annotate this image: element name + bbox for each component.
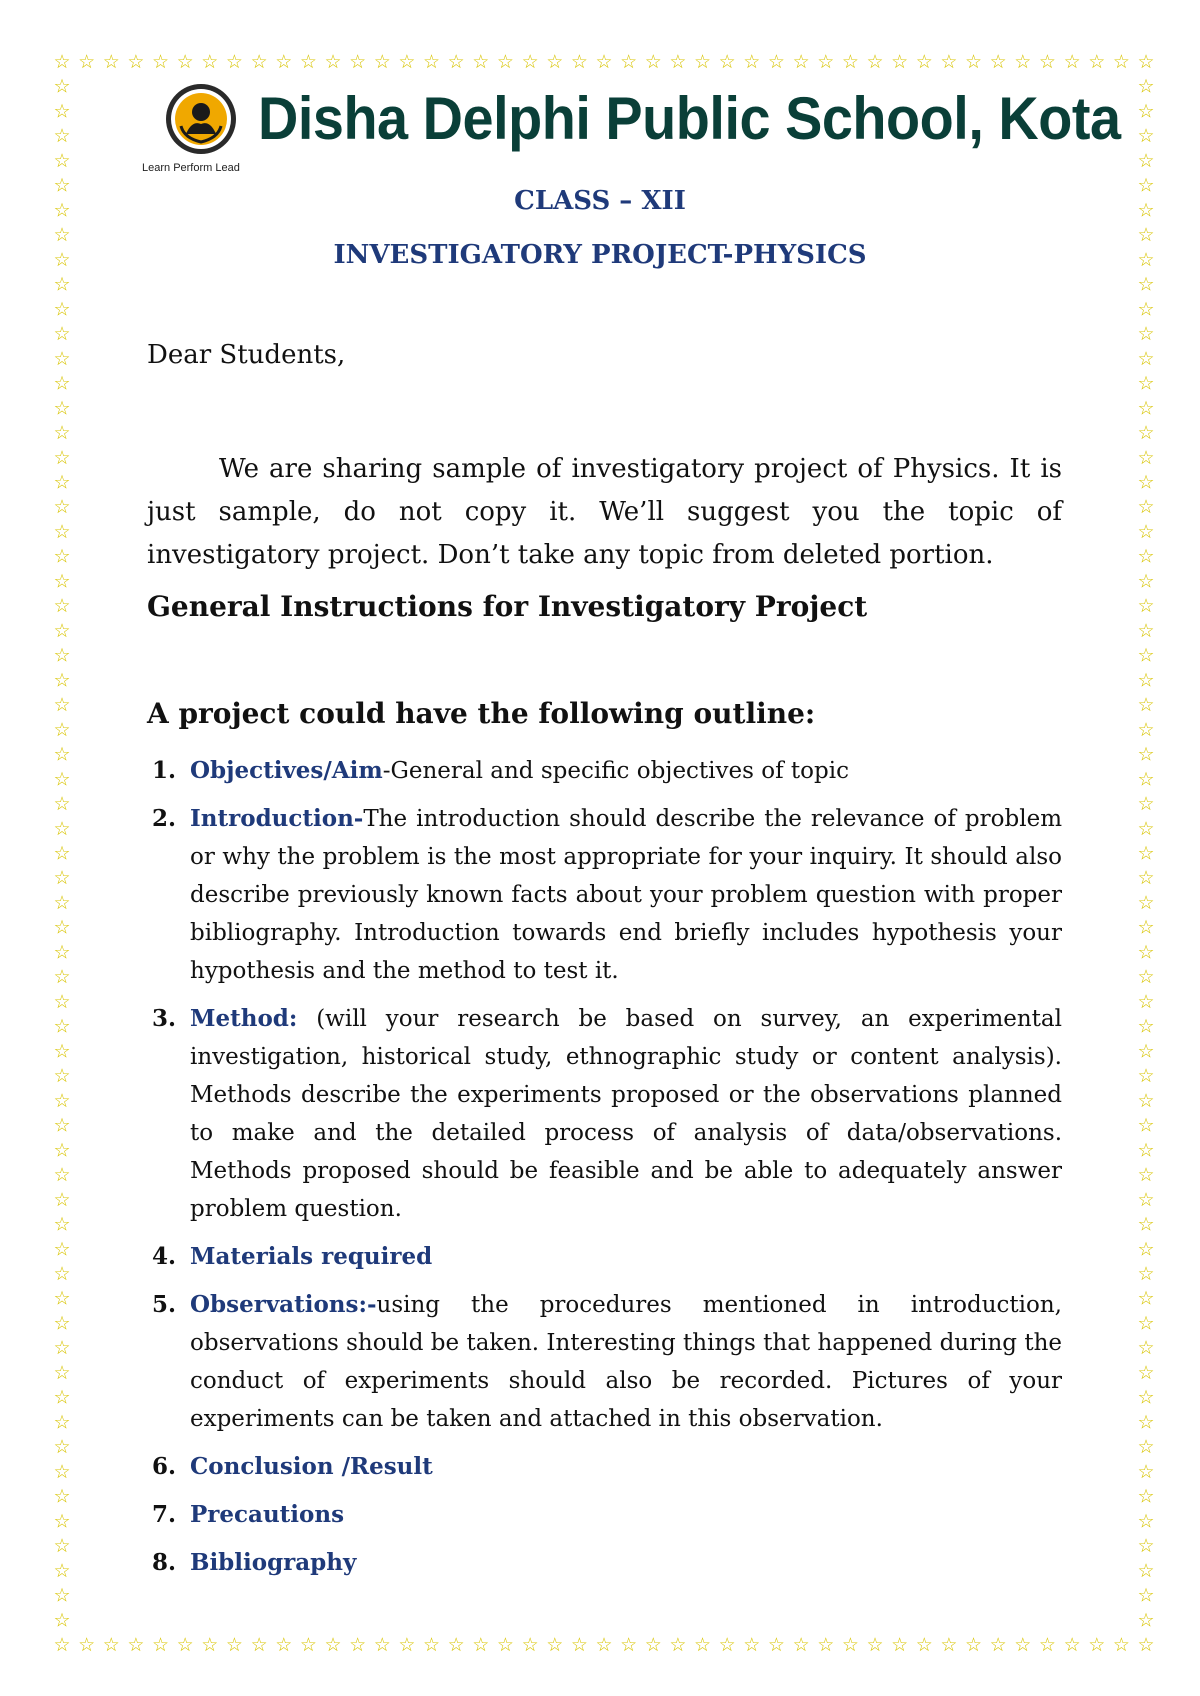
border-star-icon: ☆: [53, 1609, 71, 1632]
border-star-icon: ☆: [53, 1015, 71, 1038]
border-star-icon: ☆: [53, 248, 71, 271]
border-star-icon: ☆: [398, 1634, 416, 1656]
class-title: CLASS – XII: [514, 186, 686, 216]
border-star-icon: ☆: [1112, 51, 1130, 73]
border-star-icon: ☆: [53, 1510, 71, 1533]
border-star-icon: ☆: [201, 1634, 219, 1656]
border-star-icon: ☆: [1137, 273, 1155, 296]
border-star-icon: ☆: [669, 1634, 687, 1656]
border-star-icon: ☆: [817, 51, 835, 73]
border-star-icon: ☆: [669, 51, 687, 73]
border-star-icon: ☆: [620, 51, 638, 73]
outline-item-number: 2.: [152, 805, 177, 832]
border-star-icon: ☆: [891, 1634, 909, 1656]
border-star-icon: ☆: [53, 817, 71, 840]
outline-item-materials: [147, 1238, 1062, 1276]
border-star-icon: ☆: [53, 1262, 71, 1285]
border-star-icon: ☆: [570, 1634, 588, 1656]
border-star-icon: ☆: [472, 51, 490, 73]
border-star-icon: ☆: [1137, 891, 1155, 914]
border-star-icon: ☆: [102, 1634, 120, 1656]
border-star-icon: ☆: [1137, 1040, 1155, 1063]
outline-item-term: Conclusion /Result: [190, 1453, 433, 1480]
outline-item-term: Introduction-: [190, 805, 364, 832]
border-star-icon: ☆: [1137, 347, 1155, 370]
border-star-icon: ☆: [53, 694, 71, 717]
border-star-icon: ☆: [324, 1634, 342, 1656]
border-star-icon: ☆: [1137, 545, 1155, 568]
border-star-icon: ☆: [1137, 372, 1155, 395]
border-star-icon: ☆: [349, 51, 367, 73]
border-star-icon: ☆: [53, 1188, 71, 1211]
border-star-icon: ☆: [546, 51, 564, 73]
border-star-icon: ☆: [1137, 1460, 1155, 1483]
border-star-icon: ☆: [915, 1634, 933, 1656]
border-star-icon: ☆: [989, 51, 1007, 73]
border-star-icon: ☆: [792, 51, 810, 73]
outline-item-number: 4.: [152, 1243, 177, 1270]
outline-item-term: Bibliography: [190, 1549, 357, 1576]
border-star-icon: ☆: [1137, 520, 1155, 543]
border-star-icon: ☆: [1038, 51, 1056, 73]
border-star-icon: ☆: [546, 1634, 564, 1656]
border-star-icon: ☆: [1137, 471, 1155, 494]
border-star-icon: ☆: [78, 1634, 96, 1656]
border-star-icon: ☆: [891, 51, 909, 73]
border-star-icon: ☆: [866, 51, 884, 73]
border-star-icon: ☆: [275, 51, 293, 73]
outline-item-term: Method:: [190, 1005, 298, 1032]
border-star-icon: ☆: [53, 1535, 71, 1558]
border-star-icon: ☆: [53, 520, 71, 543]
border-star-icon: ☆: [1137, 1559, 1155, 1582]
border-star-icon: ☆: [1137, 941, 1155, 964]
border-star-icon: ☆: [1137, 644, 1155, 667]
border-star-icon: ☆: [1137, 595, 1155, 618]
border-star-icon: ☆: [225, 1634, 243, 1656]
border-star-icon: ☆: [1137, 694, 1155, 717]
border-star-icon: ☆: [1137, 496, 1155, 519]
border-star-icon: ☆: [53, 743, 71, 766]
border-star-icon: ☆: [53, 1040, 71, 1063]
border-star-icon: ☆: [1137, 842, 1155, 865]
outline-item-introduction: [147, 800, 1062, 990]
border-star-icon: ☆: [1137, 768, 1155, 791]
border-star-icon: ☆: [53, 867, 71, 890]
outline-list: [147, 752, 1062, 1592]
border-star-icon: ☆: [275, 1634, 293, 1656]
border-star-icon: ☆: [53, 842, 71, 865]
border-star-icon: ☆: [53, 125, 71, 148]
border-star-icon: ☆: [53, 916, 71, 939]
border-star-icon: ☆: [496, 1634, 514, 1656]
border-star-icon: ☆: [127, 1634, 145, 1656]
border-star-icon: ☆: [250, 1634, 268, 1656]
border-star-icon: ☆: [620, 1634, 638, 1656]
school-logo-block: [142, 82, 262, 172]
border-star-icon: ☆: [152, 51, 170, 73]
border-star-icon: ☆: [595, 51, 613, 73]
border-star-icon: ☆: [53, 199, 71, 222]
border-star-icon: ☆: [1088, 51, 1106, 73]
border-star-icon: ☆: [53, 1411, 71, 1434]
outline-item-term: Objectives/Aim: [190, 757, 383, 784]
border-star-icon: ☆: [1137, 966, 1155, 989]
border-star-icon: ☆: [1137, 149, 1155, 172]
border-star-icon: ☆: [1137, 817, 1155, 840]
border-star-icon: ☆: [1137, 669, 1155, 692]
outline-item-number: 5.: [152, 1291, 177, 1318]
border-star-icon: ☆: [53, 990, 71, 1013]
outline-item-text: using the procedures mentioned in introduction, observations should be taken. Interesting things that happened during the conduct of experiments should also be recorded. Pictures of your experiments can be taken and attached in this observation.: [190, 1292, 1062, 1432]
border-star-icon: ☆: [1137, 1535, 1155, 1558]
border-star-icon: ☆: [53, 1089, 71, 1112]
border-star-icon: ☆: [989, 1634, 1007, 1656]
outline-item-method: [147, 1000, 1062, 1228]
border-star-icon: ☆: [1137, 1114, 1155, 1137]
border-star-icon: ☆: [1137, 990, 1155, 1013]
border-star-icon: ☆: [373, 51, 391, 73]
border-star-icon: ☆: [53, 1139, 71, 1162]
border-star-icon: ☆: [1137, 51, 1155, 73]
border-star-icon: ☆: [1137, 397, 1155, 420]
border-star-icon: ☆: [940, 1634, 958, 1656]
border-star-icon: ☆: [1137, 1065, 1155, 1088]
border-star-icon: ☆: [201, 51, 219, 73]
border-star-icon: ☆: [1137, 199, 1155, 222]
border-star-icon: ☆: [299, 51, 317, 73]
border-star-icon: ☆: [1137, 743, 1155, 766]
border-star-icon: ☆: [521, 51, 539, 73]
border-star-icon: ☆: [53, 273, 71, 296]
border-star-icon: ☆: [373, 1634, 391, 1656]
border-star-icon: ☆: [53, 1114, 71, 1137]
border-star-icon: ☆: [1137, 1386, 1155, 1409]
border-star-icon: ☆: [767, 51, 785, 73]
border-star-icon: ☆: [53, 619, 71, 642]
border-star-icon: ☆: [53, 100, 71, 123]
border-star-icon: ☆: [965, 1634, 983, 1656]
border-star-icon: ☆: [299, 1634, 317, 1656]
border-star-icon: ☆: [1137, 323, 1155, 346]
border-star-icon: ☆: [521, 1634, 539, 1656]
outline-item-precautions: [147, 1496, 1062, 1534]
border-star-icon: ☆: [1137, 248, 1155, 271]
school-tagline: Learn Perform Lead: [142, 162, 240, 174]
border-star-icon: ☆: [1137, 1164, 1155, 1187]
border-star-icon: ☆: [53, 891, 71, 914]
border-star-icon: ☆: [1137, 1287, 1155, 1310]
border-star-icon: ☆: [841, 51, 859, 73]
border-star-icon: ☆: [53, 1460, 71, 1483]
border-star-icon: ☆: [718, 51, 736, 73]
border-star-icon: ☆: [78, 51, 96, 73]
outline-item-bibliography: [147, 1544, 1062, 1582]
border-star-icon: ☆: [595, 1634, 613, 1656]
border-star-icon: ☆: [53, 669, 71, 692]
outline-item-number: 3.: [152, 1005, 177, 1032]
border-star-icon: ☆: [53, 224, 71, 247]
border-star-icon: ☆: [1137, 1436, 1155, 1459]
border-star-icon: ☆: [53, 1436, 71, 1459]
border-star-icon: ☆: [718, 1634, 736, 1656]
border-star-icon: ☆: [398, 51, 416, 73]
border-star-icon: ☆: [1137, 570, 1155, 593]
border-star-icon: ☆: [644, 1634, 662, 1656]
border-star-icon: ☆: [1137, 224, 1155, 247]
border-star-icon: ☆: [1088, 1634, 1106, 1656]
border-star-icon: ☆: [53, 1312, 71, 1335]
outline-item-term: Observations:-: [190, 1291, 377, 1318]
border-star-icon: ☆: [1063, 51, 1081, 73]
border-star-icon: ☆: [1137, 1089, 1155, 1112]
border-star-icon: ☆: [1112, 1634, 1130, 1656]
border-star-icon: ☆: [53, 1238, 71, 1261]
outline-item-number: 6.: [152, 1453, 177, 1480]
project-title: INVESTIGATORY PROJECT-PHYSICS: [333, 240, 867, 270]
border-star-icon: ☆: [940, 51, 958, 73]
border-star-icon: ☆: [1137, 422, 1155, 445]
border-star-icon: ☆: [176, 1634, 194, 1656]
border-star-icon: ☆: [53, 372, 71, 395]
border-star-icon: ☆: [53, 397, 71, 420]
border-star-icon: ☆: [1137, 1584, 1155, 1607]
border-star-icon: ☆: [53, 545, 71, 568]
border-star-icon: ☆: [53, 768, 71, 791]
border-star-icon: ☆: [694, 1634, 712, 1656]
border-star-icon: ☆: [53, 941, 71, 964]
border-star-icon: ☆: [423, 51, 441, 73]
outline-item-observations: [147, 1286, 1062, 1438]
border-star-icon: ☆: [53, 422, 71, 445]
border-star-icon: ☆: [53, 1361, 71, 1384]
outline-item-number: 1.: [152, 757, 177, 784]
border-star-icon: ☆: [53, 75, 71, 98]
school-name: Disha Delphi Public School, Kota: [258, 85, 1121, 152]
border-star-icon: ☆: [743, 1634, 761, 1656]
outline-item-term: Precautions: [190, 1501, 345, 1528]
border-star-icon: ☆: [53, 51, 71, 73]
border-star-icon: ☆: [1137, 125, 1155, 148]
border-star-icon: ☆: [53, 1559, 71, 1582]
border-star-icon: ☆: [1137, 1361, 1155, 1384]
outline-heading: A project could have the following outline:: [147, 697, 816, 730]
border-star-icon: ☆: [1137, 75, 1155, 98]
border-star-icon: ☆: [176, 51, 194, 73]
border-star-icon: ☆: [1137, 619, 1155, 642]
border-star-icon: ☆: [324, 51, 342, 73]
border-star-icon: ☆: [53, 1337, 71, 1360]
border-star-icon: ☆: [1137, 1609, 1155, 1632]
outline-item-text: (will your research be based on survey, an experimental investigation, historical study, ethnographic study or content analysis). Methods describe the experiments proposed or the observations planned to make and the detailed process of analysis of data/observations. Methods proposed should be feasible and be able to adequately answer problem question.: [190, 1006, 1062, 1222]
intro-paragraph: We are sharing sample of investigatory project of Physics. It is just sample, do not copy it. We’ll suggest you the topic of investigatory project. Don’t take any topic from deleted portion.: [147, 454, 1062, 570]
border-star-icon: ☆: [152, 1634, 170, 1656]
border-star-icon: ☆: [53, 446, 71, 469]
border-star-icon: ☆: [53, 347, 71, 370]
border-star-icon: ☆: [53, 1386, 71, 1409]
border-star-icon: ☆: [472, 1634, 490, 1656]
border-star-icon: ☆: [1137, 174, 1155, 197]
border-star-icon: ☆: [53, 1164, 71, 1187]
border-star-icon: ☆: [53, 149, 71, 172]
border-star-icon: ☆: [447, 1634, 465, 1656]
border-star-icon: ☆: [792, 1634, 810, 1656]
border-star-icon: ☆: [1137, 1188, 1155, 1211]
border-star-icon: ☆: [841, 1634, 859, 1656]
border-star-icon: ☆: [1137, 1015, 1155, 1038]
border-star-icon: ☆: [53, 1213, 71, 1236]
outline-item-number: 8.: [152, 1549, 177, 1576]
border-star-icon: ☆: [1137, 867, 1155, 890]
border-star-icon: ☆: [1038, 1634, 1056, 1656]
outline-item-term: Materials required: [190, 1243, 433, 1270]
border-star-icon: ☆: [53, 1634, 71, 1656]
border-star-icon: ☆: [1137, 446, 1155, 469]
border-star-icon: ☆: [53, 1287, 71, 1310]
border-star-icon: ☆: [102, 51, 120, 73]
border-star-icon: ☆: [127, 51, 145, 73]
border-star-icon: ☆: [53, 1065, 71, 1088]
border-star-icon: ☆: [225, 51, 243, 73]
border-star-icon: ☆: [1137, 1238, 1155, 1261]
border-star-icon: ☆: [767, 1634, 785, 1656]
border-star-icon: ☆: [1137, 1411, 1155, 1434]
border-star-icon: ☆: [965, 51, 983, 73]
border-star-icon: ☆: [817, 1634, 835, 1656]
border-star-icon: ☆: [1063, 1634, 1081, 1656]
border-star-icon: ☆: [53, 174, 71, 197]
greeting: Dear Students,: [147, 340, 346, 370]
border-star-icon: ☆: [1014, 51, 1032, 73]
border-star-icon: ☆: [1137, 1510, 1155, 1533]
border-star-icon: ☆: [1137, 1213, 1155, 1236]
border-star-icon: ☆: [1137, 100, 1155, 123]
border-star-icon: ☆: [53, 595, 71, 618]
border-star-icon: ☆: [1137, 1337, 1155, 1360]
border-star-icon: ☆: [53, 644, 71, 667]
border-star-icon: ☆: [53, 1485, 71, 1508]
outline-item-number: 7.: [152, 1501, 177, 1528]
border-star-icon: ☆: [447, 51, 465, 73]
border-star-icon: ☆: [53, 298, 71, 321]
border-star-icon: ☆: [423, 1634, 441, 1656]
outline-item-conclusion: [147, 1448, 1062, 1486]
border-star-icon: ☆: [1137, 1634, 1155, 1656]
border-star-icon: ☆: [53, 471, 71, 494]
border-star-icon: ☆: [1137, 1485, 1155, 1508]
outline-item-text: The introduction should describe the relevance of problem or why the problem is the most appropriate for your inquiry. It should also describe previously known facts about your problem question with proper bibliography. Introduction towards end briefly includes hypothesis your hypothesis and the method to test it.: [190, 806, 1062, 984]
school-logo-icon: [164, 82, 238, 156]
border-star-icon: ☆: [349, 1634, 367, 1656]
border-star-icon: ☆: [1137, 916, 1155, 939]
outline-item-objectives: [147, 752, 1062, 790]
border-star-icon: ☆: [1137, 298, 1155, 321]
border-star-icon: ☆: [1137, 1262, 1155, 1285]
border-star-icon: ☆: [53, 323, 71, 346]
border-star-icon: ☆: [250, 51, 268, 73]
instructions-heading: General Instructions for Investigatory Project: [147, 590, 868, 623]
border-star-icon: ☆: [644, 51, 662, 73]
border-star-icon: ☆: [53, 793, 71, 816]
border-star-icon: ☆: [1014, 1634, 1032, 1656]
border-star-icon: ☆: [915, 51, 933, 73]
border-star-icon: ☆: [866, 1634, 884, 1656]
outline-item-text: -General and specific objectives of topic: [382, 758, 849, 784]
border-star-icon: ☆: [53, 1584, 71, 1607]
border-star-icon: ☆: [1137, 718, 1155, 741]
border-star-icon: ☆: [53, 570, 71, 593]
border-star-icon: ☆: [1137, 793, 1155, 816]
border-star-icon: ☆: [53, 718, 71, 741]
border-star-icon: ☆: [53, 966, 71, 989]
border-star-icon: ☆: [53, 496, 71, 519]
border-star-icon: ☆: [496, 51, 514, 73]
border-star-icon: ☆: [1137, 1139, 1155, 1162]
border-star-icon: ☆: [570, 51, 588, 73]
border-star-icon: ☆: [694, 51, 712, 73]
border-star-icon: ☆: [1137, 1312, 1155, 1335]
border-star-icon: ☆: [743, 51, 761, 73]
